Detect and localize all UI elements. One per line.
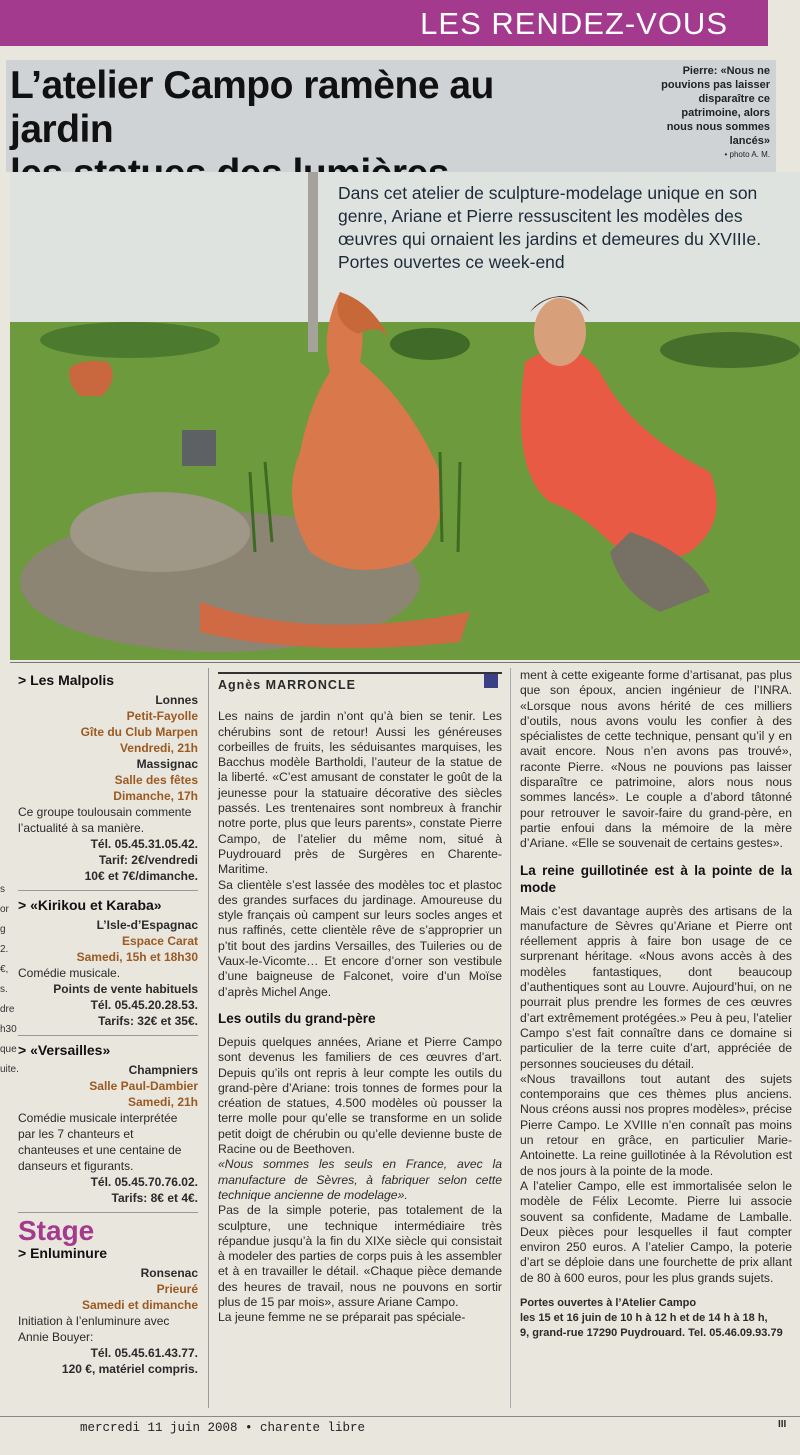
event-line: Massignac [136,757,198,771]
rubric-label: LES RENDEZ-VOUS [420,6,728,41]
info-line: 9, grand-rue 17290 Puydrouard. Tel. 05.46.09.93.79 [520,1326,783,1339]
info-line: Portes ouvertes à l’Atelier Campo [520,1296,697,1309]
article-lead: Dans cet atelier de sculpture-modelage unique en son genre, Ariane et Pierre ressuscitent les modèles des œuvres qui ornaient les jardins et demeures du XVIIIe. Portes ouvertes ce week-end [338,183,762,272]
paragraph: Les nains de jardin n’ont qu’à bien se tenir. Les chérubins sont de retour! Aussi les généreuses corbeilles de fruits, les séduisantes marquises, les Bacchus modèle Bartholdi, l’auteur de la statue de la liberté. «C’est amusant de constater le goût de la jeunesse pour la statuaire décorative des siècles passés. Les trentenaires sont nombreux à franchir notre porte, plus que leurs parents», constate Pierre Campo, de l’atelier du même nom, situé à Puydrouard près de Surgères en Charente-Maritime. [218,709,502,877]
byline [218,672,502,693]
pull-quote [660,64,770,162]
event-line: Tél. 05.45.20.28.53. [90,998,198,1012]
stage-heading: Stage [18,1215,95,1246]
event-line: Ce groupe toulousain commente l’actualité à sa manière. [18,805,192,835]
event-line: Petit-Fayolle [126,709,198,723]
event-line: Lonnes [155,693,198,707]
column-fragment: uite. [0,1064,19,1075]
event-line: Samedi, 21h [127,1095,198,1109]
paragraph: A l’atelier Campo, elle est immortalisée selon le modèle de Félix Lecomte. Pierre lui associe souvent sa confidente, Madame de Lamballe. Deux pièces pour lesquelles il faut compter environ 250 euros. A l’atelier Campo, la poterie d’art se déploie dans une fourchette de prix allant de 80 à 600 euros, pour les plus grands sujets. [520,1178,792,1285]
byline-square-icon [484,674,498,688]
subheading: La reine guillotinée est à la pointe de la mode [520,862,792,895]
event-title: > «Versailles» [18,1042,111,1058]
article-column-1 [218,672,502,1326]
page-footer [0,1416,800,1455]
event-line: Samedi et dimanche [81,1298,198,1312]
pull-quote-text: Pierre: «Nous ne pouvions pas laisser disparaître ce patrimoine, alors nous nous sommes lancés» [661,65,770,147]
event-line: Comédie musicale. [18,966,121,980]
event-line: Ronsenac [140,1266,198,1280]
event-title: > «Kirikou et Karaba» [18,897,162,913]
divider-vertical-2 [510,668,511,1408]
event-line: Tarifs: 8€ et 4€. [111,1191,198,1205]
event-line: Gîte du Club Marpen [80,725,198,739]
paragraph: La jeune femme ne se préparait pas spéciale- [218,1310,466,1325]
event-title: > Les Malpolis [18,672,115,688]
event-line: Comédie musicale interprétée par les 7 chanteurs et chanteuses et une centaine de danseurs et figurants. [18,1111,182,1173]
quote-paragraph: «Nous sommes les seuls en France, avec la manufacture de Sèvres, à fabriquer selon cette technique ancienne de modelage». [218,1157,502,1202]
column-fragment: or [0,904,9,915]
event-line: Dimanche, 17h [113,789,198,803]
agenda-sidebar [18,666,198,1377]
event-line: Tarifs: 32€ et 35€. [98,1014,198,1028]
column-fragment: que [0,1044,17,1055]
section-rubric [0,0,768,46]
column-fragment: dre [0,1004,15,1015]
paragraph: Pas de la simple poterie, pas totalement de la sculpture, une technique intermédiaire très répandue jusqu’à la fin du XIXe siècle qui consistait à modeler des parties de corps puis à les assembler et à en travailler le détail. «Chaque pièce demande des heures de travail, nous ne pouvons en sortir plus de 15 par mois», assure Ariane Campo. [218,1203,502,1309]
event-line: Salle Paul-Dambier [89,1079,198,1093]
event-line: Tél. 05.45.61.43.77. [90,1346,198,1360]
info-box [520,1296,792,1341]
footer-date-paper: mercredi 11 juin 2008 • charente libre [80,1421,366,1435]
event-line: Samedi, 15h et 18h30 [76,950,198,964]
photo-credit: • photo A. M. [724,150,770,159]
event-line: 10€ et 7€/dimanche. [84,869,198,883]
headline-line-1: L’atelier Campo ramène au jardin [10,64,494,151]
event-line: Salle des fêtes [114,773,198,787]
event-line: Espace Carat [121,934,198,948]
event-line: Tél. 05.45.31.05.42. [90,837,198,851]
paragraph: Sa clientèle s’est lassée des modèles toc et plastoc des grandes surfaces du jardinage. Amoureuse du style français où campent sur leurs socles anges et nus raffinés, cette clientèle rêve de s’approprier un p’tit bout des jardins Versailles, des Tuileries ou de Vaux-le-Vicomte… Et encore d’orner son vestibule d’une baigneuse de Falconet, voire d’un Moïse d’après Michel Ange. [218,877,502,999]
column-fragment: g [0,924,6,935]
event-separator [18,890,198,891]
event-line: Tél. 05.45.70.76.02. [90,1175,198,1189]
previous-column-fragment [0,880,19,1080]
paragraph: ment à cette exigeante forme d’artisanat, pas plus que son époux, ancien ingénieur de l’INRA. «Lorsque nous avons hérité de ces milliers d’outils, nous avons voulu les confier à des spécialistes de cette technique, pensant qu’il y en avait encore. Nous n’en avons pas trouvé», raconte Pierre. «Nous ne pouvions pas laisser disparaître ce patrimoine, alors nous nous sommes lancés». Le couple a d’abord tâtonné pour retrouver le savoir-faire du grand-père, en partie enfoui dans la mémoire de la mère d’Ariane. «Elle se souvenait de certains gestes». [520,668,792,851]
column-fragment: s. [0,984,8,995]
page-number: III [778,1419,787,1430]
info-line: les 15 et 16 juin de 10 h à 12 h et de 14 h à 18 h, [520,1311,768,1324]
article-column-2 [520,668,792,1341]
event-line: Prieuré [156,1282,198,1296]
paragraph: «Nous travaillons tout autant des sujets contemporains que ces thèmes plus anciens. Nous créons aussi nos propres modèles», précise Pierre Campo. Le XVIIIe n’en connaît pas moins un retour en grâce, en particulier Marie-Antoinette. La reine guillotinée à la Révolution est de nos jours à la pointe de la mode. [520,1071,792,1178]
subheading: Les outils du grand-père [218,1010,376,1026]
divider-vertical-1 [208,668,209,1408]
event-title: > Enluminure [18,1245,108,1261]
column-fragment: s [0,884,5,895]
column-fragment: h30 [0,1024,17,1035]
event-line: L’Isle-d’Espagnac [96,918,198,932]
column-fragment: €, [0,964,9,975]
column-fragment: 2. [0,944,9,955]
divider-horizontal [10,662,800,663]
event-line: Tarif: 2€/vendredi [98,853,198,867]
event-separator [18,1035,198,1036]
author-name: Agnès MARRONCLE [218,678,356,692]
event-line: 120 €, matériel compris. [61,1362,198,1376]
event-line: Points de vente habituels [53,982,198,996]
paragraph: Mais c’est davantage auprès des artisans de la manufacture de Sèvres qu’Ariane et Pierre ont réellement appris à faire bon usage de ce surprenant héritage. «Nous avons accès à des modèles fantastiques, dont beaucoup d’authentiques sont au Louvre. Aujourd’hui, on ne pourrait plus prendre les formes de ces œuvres d’art extrêmement protégées.» Peu à peu, l’atelier Campo s’est fait connaître dans ce domaine si particulier de la terre cuite d’art, appréciée de personnes soucieuses du détail. [520,903,792,1071]
paragraph: Depuis quelques années, Ariane et Pierre Campo sont devenus les familiers de ces œuvres d’art. Depuis qu’ils ont repris à leur compte les outils du grand-père d’Ariane: trois tonnes de formes pour la création de statues, 4.500 modèles où pousser la terre molle pour qu’elle se transforme en un solide petit doigt de chérubin ou qu’elle devienne buste de Racine ou de Beethoven. [218,1034,502,1157]
event-separator [18,1212,198,1213]
event-line: Champniers [128,1063,198,1077]
event-line: Vendredi, 21h [119,741,198,755]
event-line: Initiation à l’enluminure avec Annie Bouyer: [18,1314,170,1344]
